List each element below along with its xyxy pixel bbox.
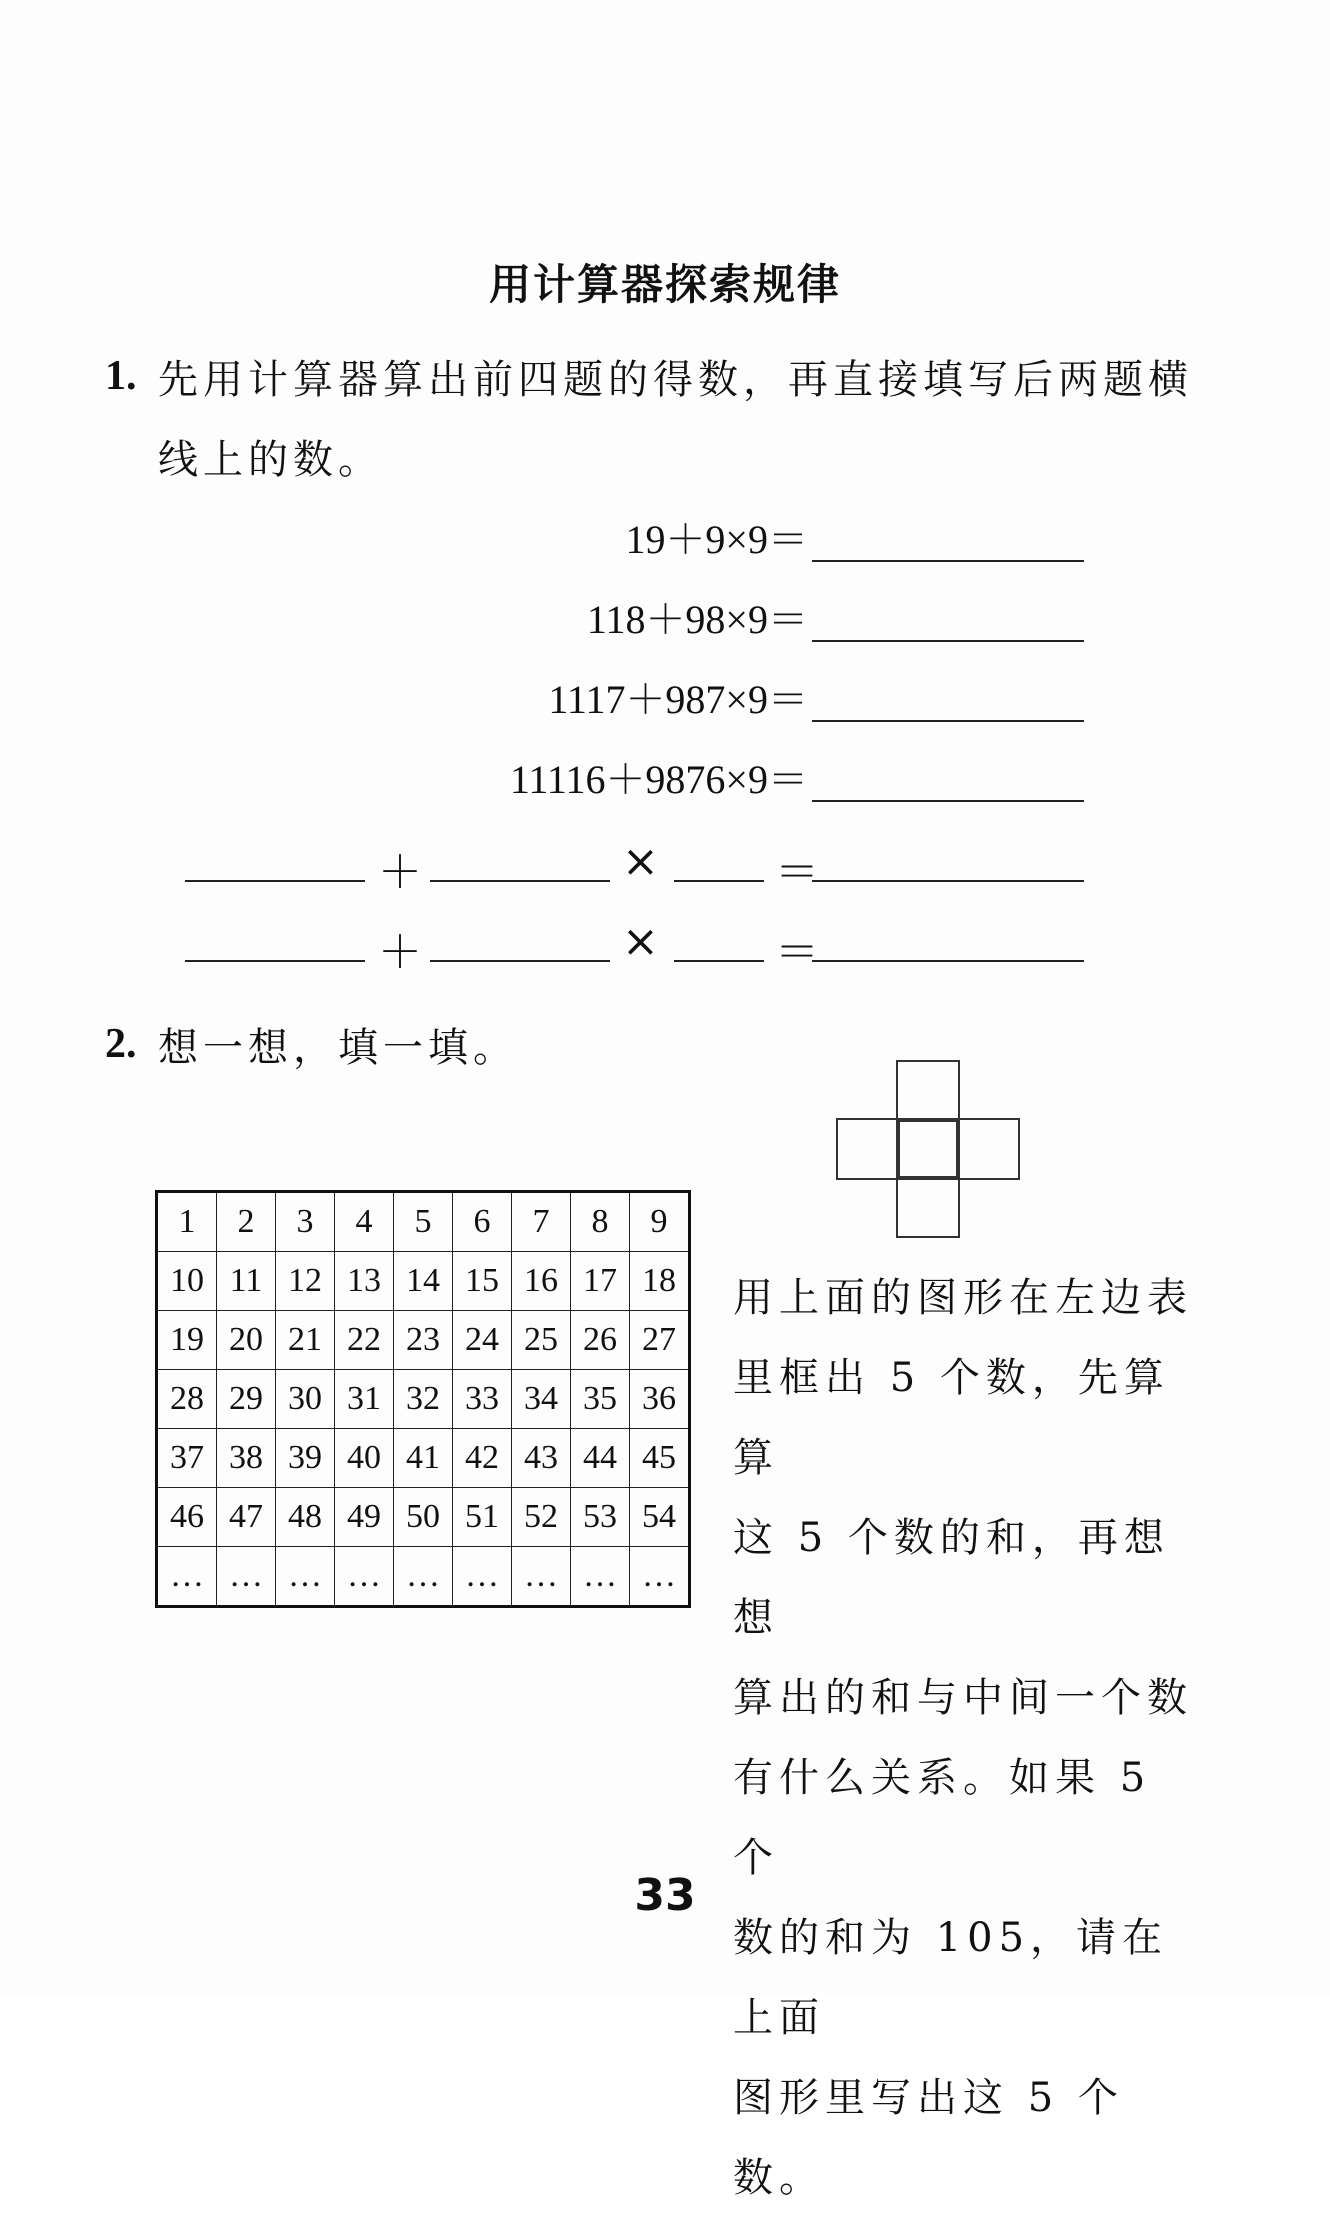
- instruction-line: 算出的和与中间一个数: [733, 1675, 1193, 1721]
- grid-cell: …: [335, 1547, 394, 1607]
- instruction-line: 这 5 个数的和，再想想: [733, 1515, 1170, 1641]
- grid-cell: 34: [512, 1370, 571, 1429]
- grid-cell: 9: [630, 1192, 690, 1252]
- cross-cell-top[interactable]: [896, 1060, 960, 1122]
- times-sign: ×: [622, 836, 659, 887]
- grid-cell: 49: [335, 1488, 394, 1547]
- grid-cell: 16: [512, 1252, 571, 1311]
- cross-cell-left[interactable]: [836, 1118, 900, 1180]
- grid-cell: …: [394, 1547, 453, 1607]
- answer-blank-3[interactable]: [812, 720, 1084, 722]
- question-2-text: 想一想，填一填。: [158, 1025, 518, 1071]
- grid-cell: 25: [512, 1311, 571, 1370]
- grid-cell: 5: [394, 1192, 453, 1252]
- equals-sign: ＝: [775, 927, 819, 978]
- blank-row-6-multiplier[interactable]: [674, 960, 764, 962]
- grid-cell: …: [276, 1547, 335, 1607]
- times-sign: ×: [622, 916, 659, 967]
- blank-row-5-addend-2[interactable]: [430, 880, 610, 882]
- grid-cell: 38: [217, 1429, 276, 1488]
- grid-cell: 18: [630, 1252, 690, 1311]
- equals-sign: ＝: [775, 847, 819, 898]
- answer-blank-1[interactable]: [812, 560, 1084, 562]
- grid-cell: 4: [335, 1192, 394, 1252]
- grid-cell: 17: [571, 1252, 630, 1311]
- grid-cell: …: [512, 1547, 571, 1607]
- grid-cell: 53: [571, 1488, 630, 1547]
- instruction-line: 里框出 5 个数，先算算: [733, 1355, 1170, 1481]
- grid-cell: 32: [394, 1370, 453, 1429]
- grid-cell: 8: [571, 1192, 630, 1252]
- blank-row-6-result[interactable]: [812, 960, 1084, 962]
- grid-row: [157, 1252, 690, 1311]
- equation-4: 11116＋9876×9＝: [509, 757, 808, 802]
- page-number: 33: [634, 1870, 696, 1921]
- grid-cell: 10: [157, 1252, 217, 1311]
- grid-cell: 29: [217, 1370, 276, 1429]
- grid-cell: 50: [394, 1488, 453, 1547]
- blank-row-5-multiplier[interactable]: [674, 880, 764, 882]
- question-1-number: 1.: [105, 353, 137, 399]
- grid-cell: 28: [157, 1370, 217, 1429]
- grid-row: [157, 1370, 690, 1429]
- cross-cell-bottom[interactable]: [896, 1176, 960, 1238]
- grid-cell: 21: [276, 1311, 335, 1370]
- instruction-line: 用上面的图形在左边表: [733, 1275, 1193, 1321]
- grid-cell: 36: [630, 1370, 690, 1429]
- blank-row-5-result[interactable]: [812, 880, 1084, 882]
- grid-cell: 51: [453, 1488, 512, 1547]
- grid-cell: 39: [276, 1429, 335, 1488]
- grid-cell: 37: [157, 1429, 217, 1488]
- equation-row-3: [0, 668, 1330, 728]
- grid-cell: 45: [630, 1429, 690, 1488]
- grid-cell: 41: [394, 1429, 453, 1488]
- question-1-text-line2: 线上的数。: [158, 437, 383, 483]
- grid-cell: 30: [276, 1370, 335, 1429]
- question-1-text-line1: 先用计算器算出前四题的得数，再直接填写后两题横: [158, 357, 1193, 403]
- grid-cell: 15: [453, 1252, 512, 1311]
- grid-cell: …: [217, 1547, 276, 1607]
- equation-row-2: [0, 588, 1330, 648]
- instruction-line: 数的和为 105，请在上面: [733, 1915, 1169, 2041]
- blank-row-5-addend-1[interactable]: [185, 880, 365, 882]
- equation-3: 1117＋987×9＝: [548, 677, 808, 722]
- grid-row: [157, 1547, 690, 1607]
- page-title: 用计算器探索规律: [488, 260, 841, 309]
- grid-row: [157, 1488, 690, 1547]
- grid-cell: 12: [276, 1252, 335, 1311]
- grid-cell: 48: [276, 1488, 335, 1547]
- grid-cell: 54: [630, 1488, 690, 1547]
- grid-cell: …: [157, 1547, 217, 1607]
- equation-2: 118＋98×9＝: [586, 597, 808, 642]
- grid-cell: …: [630, 1547, 690, 1607]
- grid-cell: 42: [453, 1429, 512, 1488]
- grid-cell: 47: [217, 1488, 276, 1547]
- grid-cell: 24: [453, 1311, 512, 1370]
- grid-cell: 22: [335, 1311, 394, 1370]
- grid-cell: 23: [394, 1311, 453, 1370]
- grid-cell: 1: [157, 1192, 217, 1252]
- grid-cell: 11: [217, 1252, 276, 1311]
- question-2-number: 2.: [105, 1021, 137, 1067]
- grid-cell: 44: [571, 1429, 630, 1488]
- instruction-line: 有什么关系。如果 5 个: [733, 1755, 1152, 1881]
- grid-cell: 3: [276, 1192, 335, 1252]
- grid-cell: 20: [217, 1311, 276, 1370]
- grid-cell: 7: [512, 1192, 571, 1252]
- blank-row-6-addend-1[interactable]: [185, 960, 365, 962]
- grid-cell: 19: [157, 1311, 217, 1370]
- grid-cell: 27: [630, 1311, 690, 1370]
- grid-cell: 46: [157, 1488, 217, 1547]
- grid-cell: 6: [453, 1192, 512, 1252]
- equation-row-4: [0, 748, 1330, 808]
- grid-cell: 14: [394, 1252, 453, 1311]
- grid-cell: 43: [512, 1429, 571, 1488]
- grid-cell: 35: [571, 1370, 630, 1429]
- blank-row-6-addend-2[interactable]: [430, 960, 610, 962]
- equation-row-1: [0, 508, 1330, 568]
- grid-row: [157, 1192, 690, 1252]
- grid-cell: …: [453, 1547, 512, 1607]
- question-2-instructions: [733, 1258, 1203, 2218]
- plus-sign: ＋: [378, 847, 422, 898]
- equation-1: 19＋9×9＝: [625, 517, 808, 562]
- grid-cell: …: [571, 1547, 630, 1607]
- grid-cell: 33: [453, 1370, 512, 1429]
- grid-cell: 2: [217, 1192, 276, 1252]
- grid-cell: 26: [571, 1311, 630, 1370]
- answer-blank-4[interactable]: [812, 800, 1084, 802]
- cross-cell-center[interactable]: [896, 1118, 960, 1180]
- number-grid: [155, 1190, 691, 1608]
- plus-sign: ＋: [378, 927, 422, 978]
- grid-row: [157, 1429, 690, 1488]
- grid-cell: 52: [512, 1488, 571, 1547]
- instruction-line: 图形里写出这 5 个数。: [733, 2075, 1124, 2201]
- answer-blank-2[interactable]: [812, 640, 1084, 642]
- cross-cell-right[interactable]: [956, 1118, 1020, 1180]
- grid-cell: 40: [335, 1429, 394, 1488]
- grid-row: [157, 1311, 690, 1370]
- grid-cell: 31: [335, 1370, 394, 1429]
- grid-cell: 13: [335, 1252, 394, 1311]
